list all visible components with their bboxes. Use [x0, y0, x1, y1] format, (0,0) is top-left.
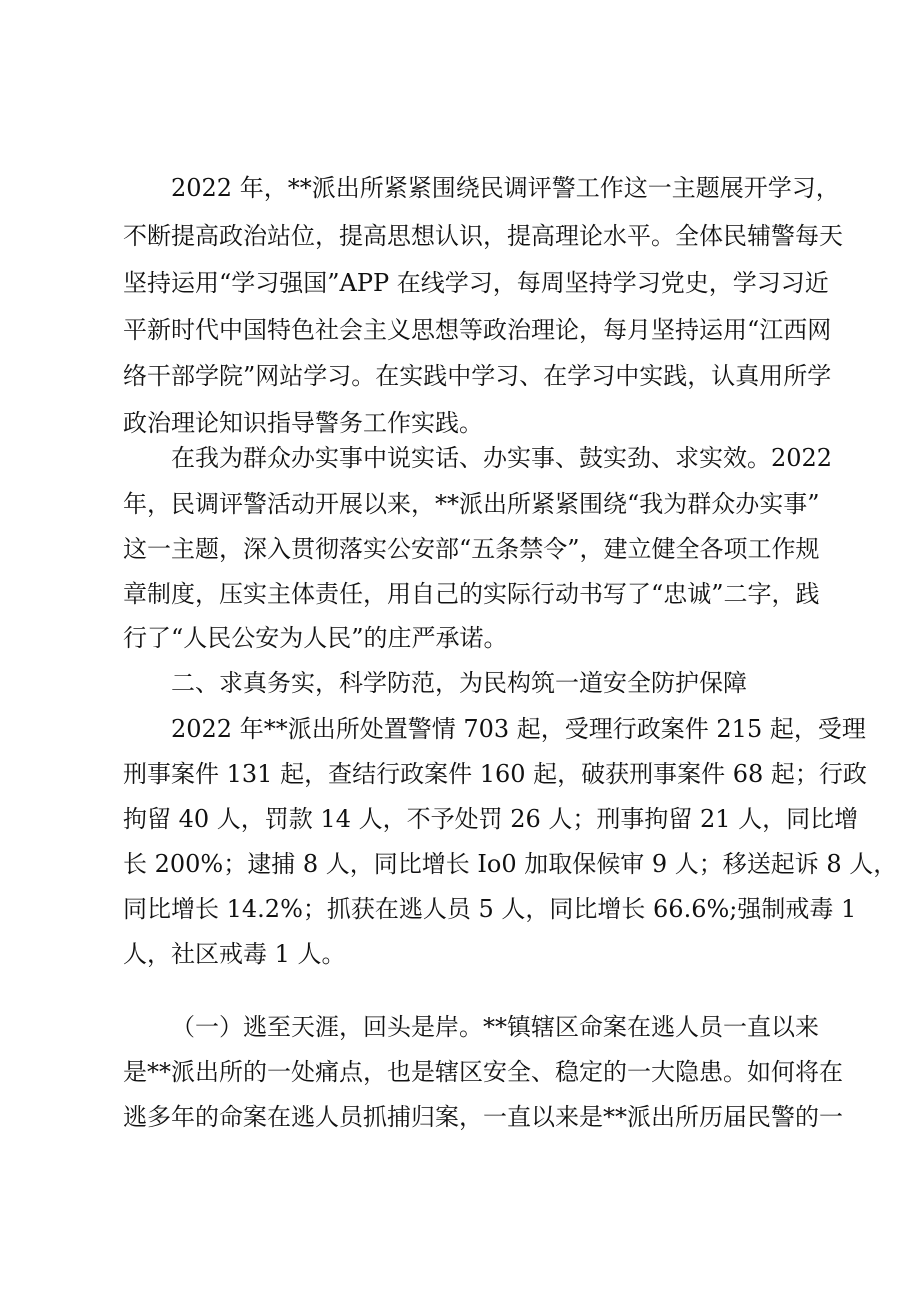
- paragraph-2-line-1: 在我为群众办实事中说实话、办实事、鼓实劲、求实效。2022: [171, 444, 833, 472]
- paragraph-4-line-2: 是**派出所的一处痛点，也是辖区安全、稳定的一大隐患。如何将在: [123, 1058, 843, 1086]
- paragraph-1-line-3: 坚持运用“学习强国”APP 在线学习，每周坚持学习党史，学习习近: [123, 269, 829, 297]
- paragraph-1-line-4: 平新时代中国特色社会主义思想等政治理论，每月坚持运用“江西网: [123, 316, 832, 344]
- paragraph-1-line-1: 2022 年，**派出所紧紧围绕民调评警工作这一主题展开学习，: [171, 174, 840, 202]
- paragraph-3-line-6: 人，社区戒毒 1 人。: [123, 940, 346, 968]
- paragraph-3-line-3: 拘留 40 人，罚款 14 人，不予处罚 26 人；刑事拘留 21 人，同比增: [123, 805, 859, 833]
- paragraph-4-line-3: 逃多年的命案在逃人员抓捕归案，一直以来是**派出所历届民警的一: [123, 1103, 843, 1131]
- section-heading-2: 二、求真务实，科学防范，为民构筑一道安全防护保障: [171, 669, 747, 697]
- paragraph-2-line-3: 这一主题，深入贯彻落实公安部“五条禁令”，建立健全各项工作规: [123, 535, 820, 563]
- paragraph-2-line-5: 行了“人民公安为人民”的庄严承诺。: [123, 624, 508, 652]
- paragraph-3-line-5: 同比增长 14.2%；抓获在逃人员 5 人，同比增长 66.6%;强制戒毒 1: [123, 895, 857, 923]
- paragraph-3-line-2: 刑事案件 131 起，查结行政案件 160 起，破获刑事案件 68 起；行政: [123, 760, 867, 788]
- paragraph-3-line-4: 长 200%；逮捕 8 人，同比增长 Io0 加取保候审 9 人；移送起诉 8 人，: [123, 850, 898, 878]
- paragraph-1-line-2: 不断提高政治站位，提高思想认识，提高理论水平。全体民辅警每天: [123, 222, 843, 250]
- paragraph-3-line-1: 2022 年**派出所处置警情 703 起，受理行政案件 215 起，受理: [171, 715, 866, 743]
- paragraph-4-line-1: （一）逃至天涯，回头是岸。**镇辖区命案在逃人员一直以来: [171, 1013, 819, 1041]
- paragraph-1-line-6: 政治理论知识指导警务工作实践。: [123, 409, 483, 437]
- paragraph-2-line-2: 年，民调评警活动开展以来，**派出所紧紧围绕“我为群众办实事”: [123, 490, 820, 518]
- paragraph-1-line-5: 络干部学院”网站学习。在实践中学习、在学习中实践，认真用所学: [123, 362, 832, 390]
- paragraph-2-line-4: 章制度，压实主体责任，用自己的实际行动书写了“忠诚”二字，践: [123, 580, 820, 608]
